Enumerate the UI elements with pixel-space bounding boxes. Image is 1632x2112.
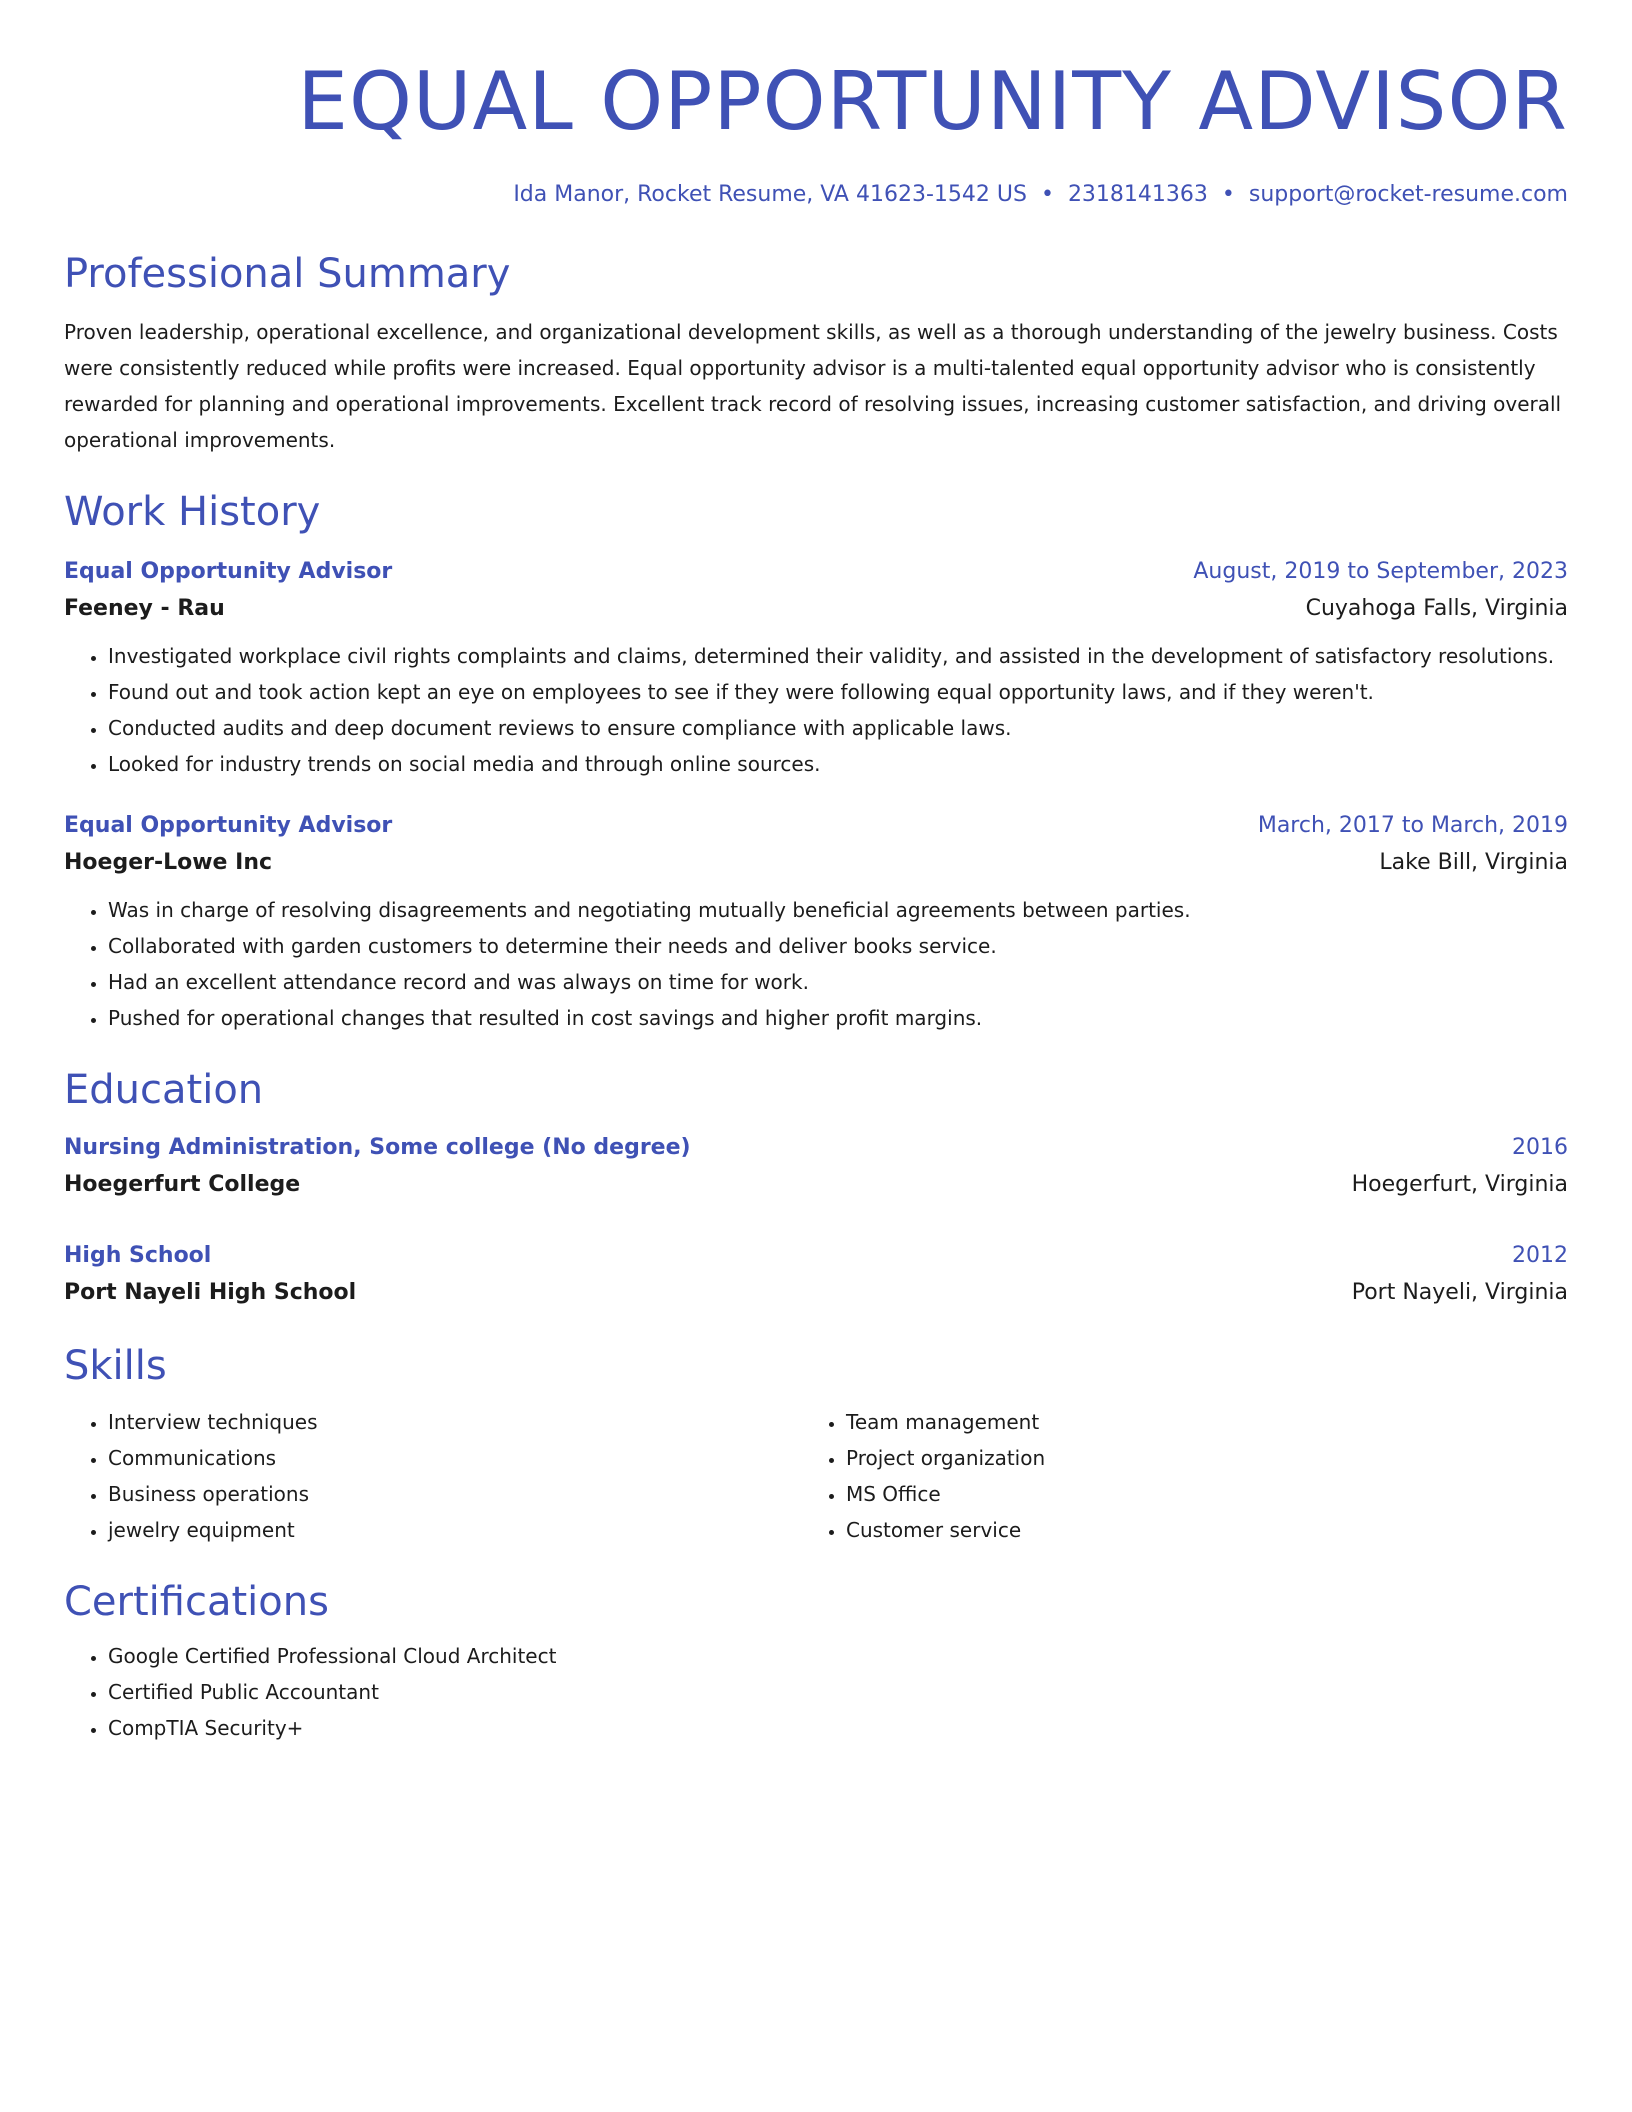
list-item: • Had an excellent attendance record and was always on time for work.	[108, 964, 1568, 1000]
education-degree: Nursing Administration, Some college (No degree)	[64, 1135, 691, 1160]
certifications-section	[64, 1576, 1568, 1746]
education-degree: High School	[64, 1243, 212, 1268]
education-entry	[64, 1130, 1568, 1204]
job-bullets	[64, 892, 1568, 1036]
skills-column-left	[64, 1404, 802, 1548]
contact-separator: •	[1040, 182, 1054, 207]
job-entry	[64, 554, 1568, 782]
job-bullets	[64, 638, 1568, 782]
list-item: • Investigated workplace civil rights complaints and claims, determined their validity, and assisted in the development of satisfactory resolutions.	[108, 638, 1568, 674]
job-location: Cuyahoga Falls, Virginia	[1305, 596, 1568, 621]
list-item: • Google Certified Professional Cloud Architect	[108, 1638, 1568, 1674]
resume-title: EQUAL OPPORTUNITY ADVISOR	[297, 55, 1568, 148]
work-history-section	[64, 486, 1568, 1036]
list-item: • Interview techniques	[108, 1404, 802, 1440]
education-location: Hoegerfurt, Virginia	[1351, 1172, 1568, 1197]
skills-section	[64, 1340, 1568, 1548]
list-item: • Was in charge of resolving disagreements and negotiating mutually beneficial agreements between parties.	[108, 892, 1568, 928]
skills-heading: Skills	[64, 1343, 167, 1389]
list-item: • Collaborated with garden customers to determine their needs and deliver books service.	[108, 928, 1568, 964]
skills-grid	[64, 1404, 1568, 1548]
job-company: Feeney - Rau	[64, 596, 225, 621]
list-item: • Looked for industry trends on social media and through online sources.	[108, 746, 1568, 782]
education-location: Port Nayeli, Virginia	[1351, 1280, 1568, 1305]
list-item: • Project organization	[846, 1440, 1540, 1476]
contact-line	[64, 180, 1568, 210]
education-school: Hoegerfurt College	[64, 1172, 301, 1197]
list-item: • Found out and took action kept an eye on employees to see if they were following equal opportunity laws, and if they weren't.	[108, 674, 1568, 710]
list-item: • MS Office	[846, 1476, 1540, 1512]
education-year: 2012	[1512, 1243, 1568, 1268]
list-item: • Pushed for operational changes that resulted in cost savings and higher profit margins.	[108, 1000, 1568, 1036]
education-section	[64, 1064, 1568, 1312]
certifications-heading: Certifications	[64, 1579, 329, 1625]
list-item: • Communications	[108, 1440, 802, 1476]
resume-header	[64, 52, 1568, 210]
job-dates: August, 2019 to September, 2023	[1193, 559, 1568, 584]
list-item: • Certified Public Accountant	[108, 1674, 1568, 1710]
job-title: Equal Opportunity Advisor	[64, 813, 393, 838]
summary-heading: Professional Summary	[64, 251, 511, 297]
skills-list-right	[802, 1404, 1540, 1548]
job-entry	[64, 808, 1568, 1036]
list-item: • Business operations	[108, 1476, 802, 1512]
contact-separator: •	[1221, 182, 1235, 207]
job-company: Hoeger-Lowe Inc	[64, 850, 273, 875]
list-item: • jewelry equipment	[108, 1512, 802, 1548]
job-title: Equal Opportunity Advisor	[64, 559, 393, 584]
education-school: Port Nayeli High School	[64, 1280, 357, 1305]
list-item: • CompTIA Security+	[108, 1710, 1568, 1746]
list-item: • Team management	[846, 1404, 1540, 1440]
education-heading: Education	[64, 1067, 264, 1113]
skills-list-left	[64, 1404, 802, 1548]
contact-address: Ida Manor, Rocket Resume, VA 41623-1542 US	[513, 182, 1027, 207]
list-item: • Conducted audits and deep document reviews to ensure compliance with applicable laws.	[108, 710, 1568, 746]
work-history-heading: Work History	[64, 489, 321, 535]
certifications-list	[64, 1638, 1568, 1746]
education-entry	[64, 1238, 1568, 1312]
list-item: • Customer service	[846, 1512, 1540, 1548]
summary-text: Proven leadership, operational excellence, and organizational development skills, as well as a thorough understanding of the jewelry business. Costs were consistently reduced while profits were increased. Equal opportunity advisor is a multi-talented equal opportunity advisor who is consistently rewarded for planning and operational improvements. Excellent track record of resolving issues, increasing customer satisfaction, and driving overall operational improvements.	[64, 320, 1562, 452]
skills-column-right	[802, 1404, 1540, 1548]
job-dates: March, 2017 to March, 2019	[1257, 813, 1568, 838]
job-location: Lake Bill, Virginia	[1379, 850, 1568, 875]
education-year: 2016	[1512, 1135, 1568, 1160]
contact-email: support@rocket-resume.com	[1248, 182, 1568, 207]
contact-phone: 2318141363	[1067, 182, 1208, 207]
